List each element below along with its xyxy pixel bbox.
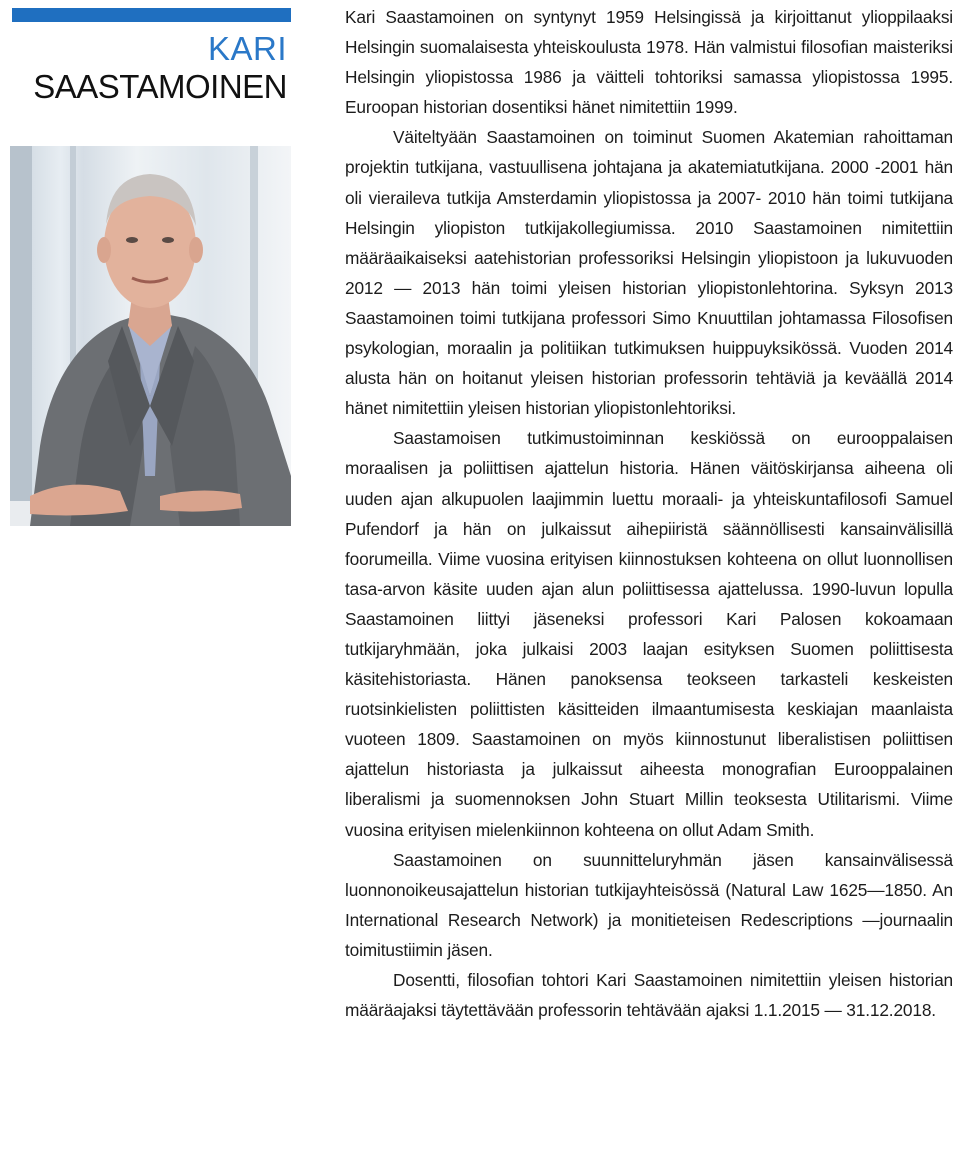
bio-paragraph-2: Väiteltyään Saastamoinen on toiminut Suomen Akatemian rahoittaman projektin tutkijana, vastuullisena johtajana ja akatemiatutkijana. 2000 -2001 hän oli vieraileva tutkija Amsterdamin yliopistossa ja 2007- 2010 hän toimi tutkijana Helsingin yliopiston tutkijakollegiumissa. 2010 Saastamoinen nimitettiin määräaikaiseksi aatehistorian professoriksi Helsingin yliopistoon ja lukuvuoden 2012 — 2013 hän toimi yleisen historian yliopistonlehtorina. Syksyn 2013 Saastamoinen toimi tutkijana professori Simo Knuuttilan johtamassa Filosofisen psykologian, moraalin ja politiikan tutkimuksen huippuyksikössä. Vuoden 2014 alusta hän on hoitanut yleisen historian professorin tehtäviä ja keväällä 2014 hänet nimitettiin yleisen historian yliopistonlehtoriksi.: [345, 127, 953, 419]
bio-paragraph-3: Saastamoisen tutkimustoiminnan keskiössä on eurooppalaisen moraalisen ja poliittisen ajattelun historia. Hänen väitöskirjansa aiheena oli uuden ajan alkupuolen laajimmin luettu moraali- ja yhteiskuntafilosofi Samuel Pufendorf ja hän on julkaissut aihepiiristä säännöllisesti kansainvälisillä foorumeilla. Viime vuosina erityisen kiinnostuksen kohteena on ollut luonnollisen tasa-arvon käsite uuden ajan alun poliittisessa ajattelussa. 1990-luvun lopulla Saastamoinen liittyi jäseneksi professori Kari Palosen kokoamaan tutkijaryhmään, joka julkaisi 2003 laajan esityksen Suomen poliittisesta käsitehistoriasta. Hänen panoksensa teokseen tarkasteli keskeisten ruotsinkielisten poliittisten käsitteiden ilmaantumisesta keskiajan maanlaista vuoteen 1809. Saastamoinen on myös kiinnostunut liberalistisen poliittisen ajattelun historiasta ja julkaissut aiheesta monografian Eurooppalainen liberalismi ja suomennoksen John Stuart Millin teoksesta Utilitarismi. Viime vuosina erityisen mielenkiinnon kohteena on ollut Adam Smith.: [345, 428, 953, 840]
bio-paragraph-1: Kari Saastamoinen on syntynyt 1959 Helsingissä ja kirjoittanut ylioppilaaksi Helsingin suomalaisesta yhteiskoulusta 1978. Hän valmistui filosofian maisteriksi Helsingin yliopistossa 1986 ja väitteli tohtoriksi samassa yliopistossa 1995. Euroopan historian dosentiksi hänet nimitettiin 1999.: [345, 7, 953, 118]
biography-text: [345, 2, 953, 1025]
first-name: KARI: [207, 30, 287, 67]
bio-paragraph-4: Saastamoinen on suunnitteluryhmän jäsen kansainvälisessä luonnonoikeusajattelun historian tutkijayhteisössä (Natural Law 1625—1850. An International Research Network) ja monitieteisen Redescriptions —journaalin toimitustiimin jäsen.: [345, 849, 953, 960]
accent-bar: [12, 8, 291, 22]
portrait-photo-icon: [10, 146, 291, 526]
last-name: SAASTAMOINEN: [33, 68, 287, 105]
bio-paragraph-5: Dosentti, filosofian tohtori Kari Saastamoinen nimitettiin yleisen historian määräajaksi täytettävään professorin tehtävään ajaksi 1.1.2015 — 31.12.2018.: [345, 970, 953, 1021]
